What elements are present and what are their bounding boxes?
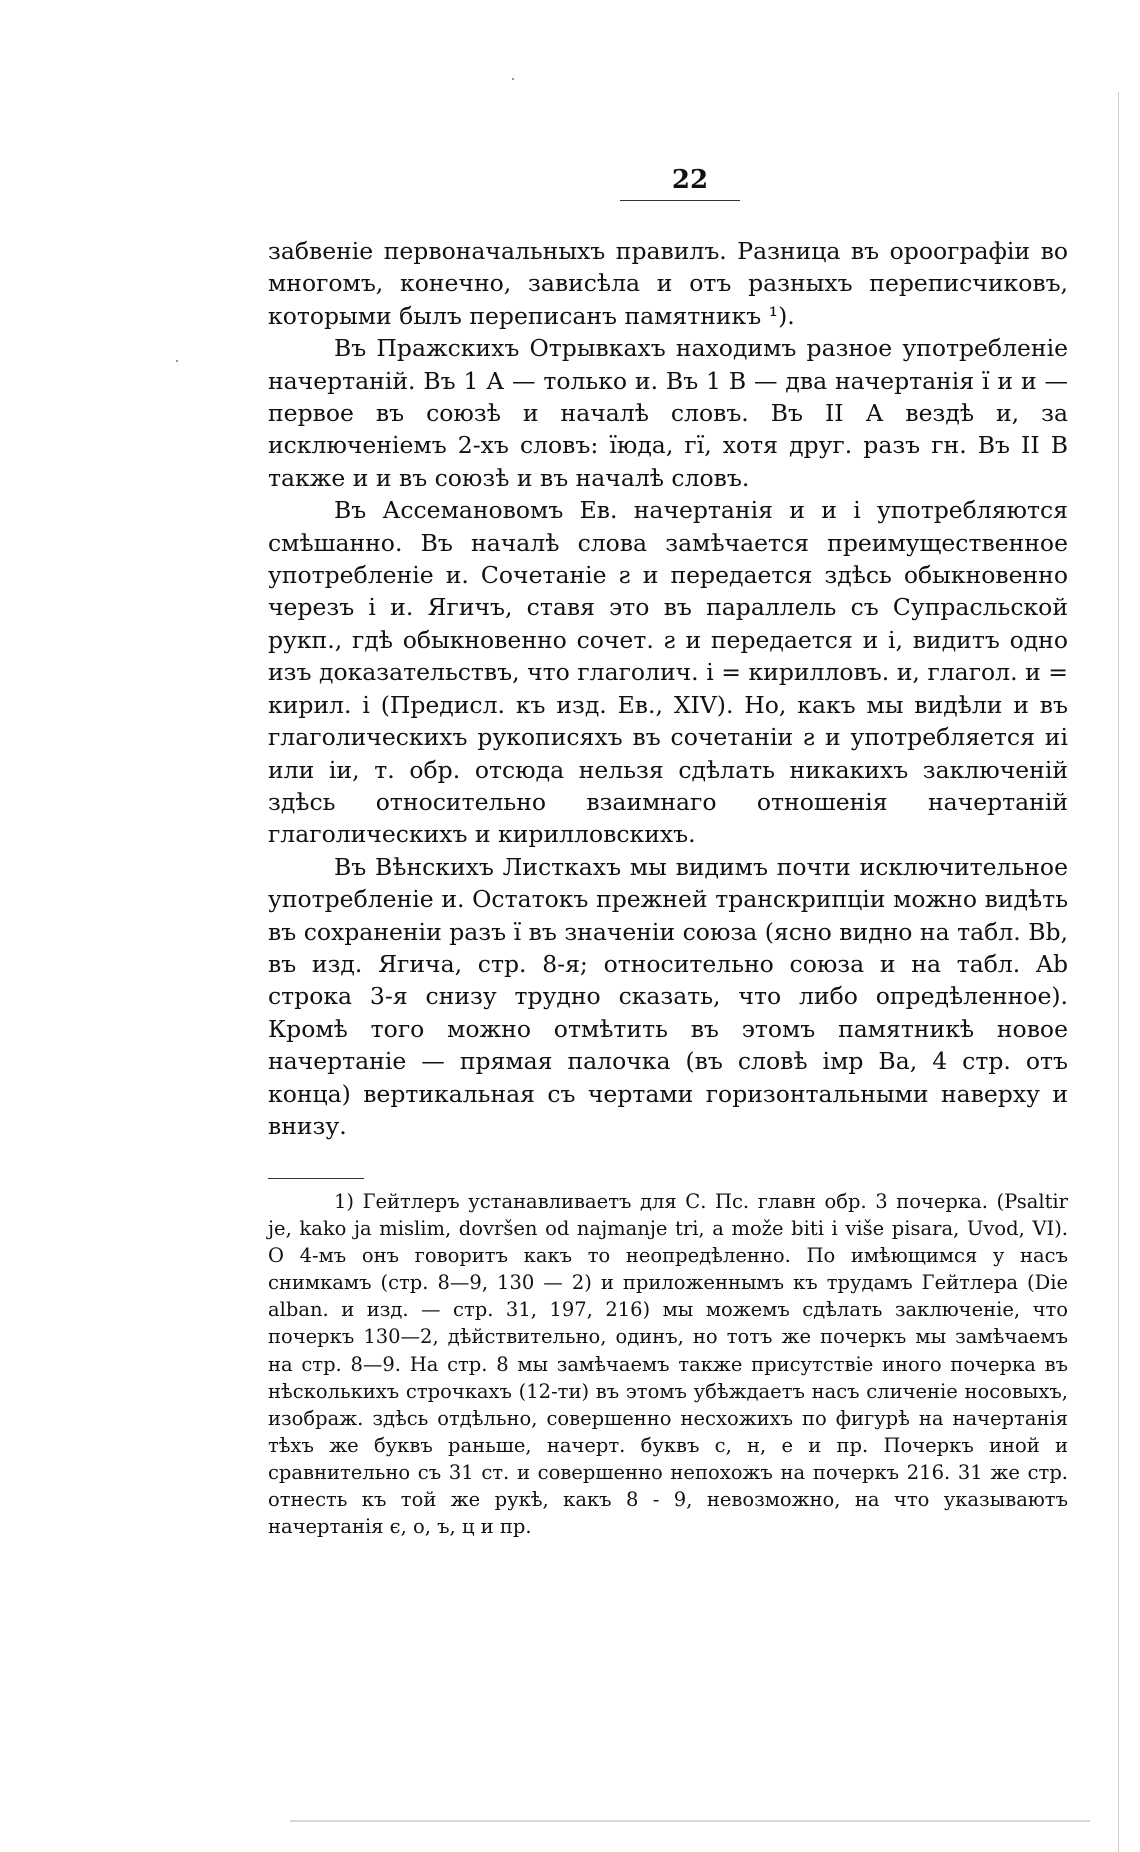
footnote-separator: [268, 1178, 364, 1179]
scan-edge-shadow: [1118, 92, 1119, 1852]
page-number: 22: [671, 165, 709, 195]
scan-speck: [176, 360, 178, 362]
paragraph: Въ Ассемановомъ Ев. начертанія и и і употребляются смѣшанно. Въ началѣ слова замѣчается преимущественное употребленіе и. Сочетаніе ƨ и передается здѣсь обыкновенно черезъ і и. Ягичъ, ставя это въ параллель съ Супрасльской рукп., гдѣ обыкновенно сочет. ƨ и передается и і, видитъ одно изъ доказательствъ, что глаголич. і = кирилловъ. и, глагол. и = кирил. і (Предисл. къ изд. Ев., XIV). Но, какъ мы видѣли и въ глаголическихъ рукописяхъ въ сочетаніи ƨ и употребляется иі или іи, т. обр. отсюда нельзя сдѣлать никакихъ заключеній здѣсь относительно взаимнаго отношенія начертаній глаголическихъ и кирилловскихъ.: [268, 496, 1068, 849]
footnote-text: 1) Гейтлеръ устанавливаетъ для С. Пс. главн обр. 3 почерка. (Psaltir je, kako ja mislim, dovršen od najmanje tri, a može biti i više pisara, Uvod, VI). О 4-мъ онъ говоритъ какъ то неопредѣленно. По имѣющимся у насъ снимкамъ (стр. 8—9, 130 — 2) и приложеннымъ къ трудамъ Гейтлера (Die alban. и изд. — стр. 31, 197, 216) мы можемъ сдѣлать заключеніе, что почеркъ 130—2, дѣйствительно, одинъ, но тотъ же почеркъ мы замѣчаемъ на стр. 8—9. На стр. 8 мы замѣчаемъ также присутствіе иного почерка въ нѣсколькихъ строчкахъ (12-ти) въ этомъ убѣждаетъ насъ сличеніе носовыхъ, изображ. здѣсь отдѣльно, совершенно несхожихъ по фигурѣ на начертанія тѣхъ же буквъ раньше, начерт. буквъ с, н, е и пр. Почеркъ иной и сравнительно съ 31 ст. и совершенно непохожъ на почеркъ 216. 31 же стр. отнесть къ той же рукѣ, какъ 8 - 9, невозможно, на что указываютъ начертанія є, о, ъ, ц и пр.: [268, 1190, 1068, 1539]
paragraph: Въ Вѣнскихъ Листкахъ мы видимъ почти исключительное употребленіе и. Остатокъ прежней транскрипціи можно видѣть въ сохраненіи разъ ї въ значеніи союза (ясно видно на табл. Bb, въ изд. Ягича, стр. 8-я; относительно союза и на табл. Ab строка 3-я снизу трудно сказать, что либо опредѣленное). Кромѣ того можно отмѣтить въ этомъ памятникѣ новое начертаніе — прямая палочка (въ словѣ імр Ва, 4 стр. отъ конца) вертикальная съ чертами горизонтальными наверху и внизу.: [268, 852, 1068, 1140]
scan-speck: [512, 78, 514, 80]
footnote: [268, 1188, 1068, 1540]
paragraph: забвеніе первоначальныхъ правилъ. Разница въ ороографіи во многомъ, конечно, зависѣла и отъ разныхъ переписчиковъ, которыми былъ переписанъ памятникъ ¹).: [268, 237, 1068, 330]
paragraph: Въ Пражскихъ Отрывкахъ находимъ разное употребленіе начертаній. Въ 1 А — только и. Въ 1 В — два начертанія ї и и — первое въ союзѣ и началѣ словъ. Въ II А вездѣ и, за исключеніемъ 2-хъ словъ: їюда, гї, хотя друг. разъ гн. Въ II В также и и въ союзѣ и въ началѣ словъ.: [268, 334, 1068, 492]
page-number-rule: [620, 200, 740, 201]
scan-bottom-edge: [290, 1820, 1090, 1822]
main-text: [268, 235, 1068, 1142]
